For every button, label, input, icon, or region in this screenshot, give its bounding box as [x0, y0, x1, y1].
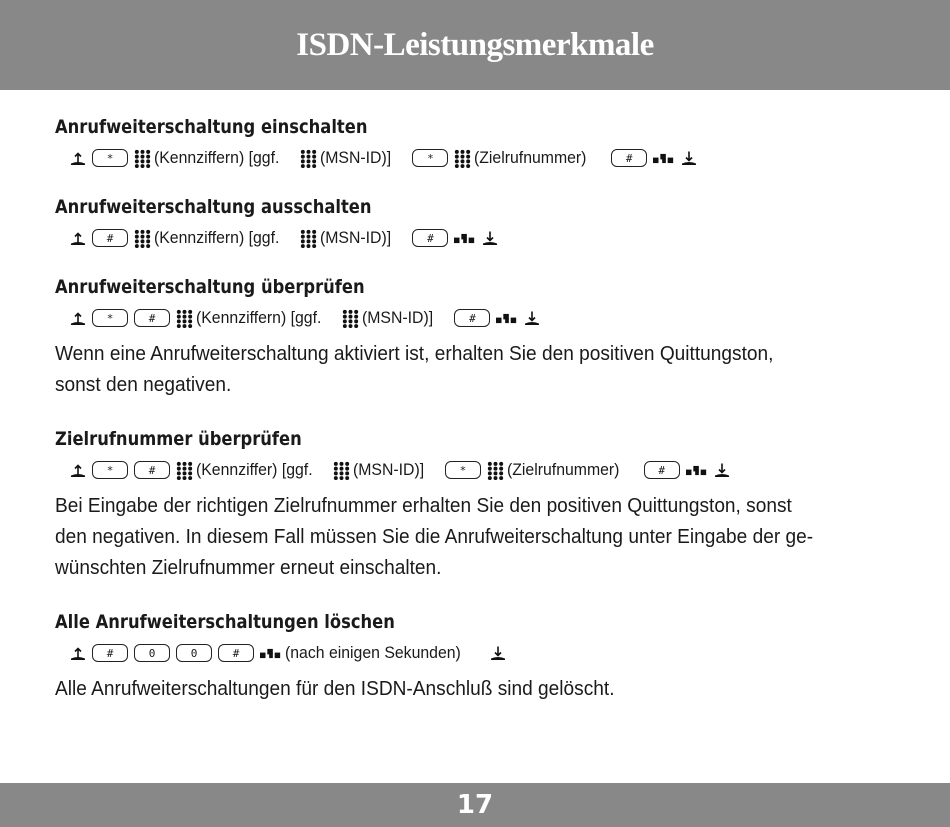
sequence-text: (Kennziffern) [ggf. [154, 148, 280, 167]
handset-lift-icon [70, 645, 86, 661]
paragraph-line: Bei Eingabe der richtigen Zielrufnummer erhalten Sie den positiven Quittungston, sonst [55, 495, 792, 517]
sequence-text: (Kennziffern) [ggf. [154, 228, 280, 247]
sequence-text: (Kennziffern) [ggf. [196, 308, 322, 327]
paragraph [55, 674, 895, 705]
hash-key: # [218, 644, 254, 662]
page-footer [0, 783, 950, 827]
paragraph-line: den negativen. In diesem Fall müssen Sie die Anrufweiterschaltung unter Eingabe der ge- [55, 526, 814, 548]
zero-key: 0 [176, 644, 212, 662]
hash-key: # [611, 149, 647, 167]
star-key: * [92, 461, 128, 479]
key-sequence [67, 301, 895, 335]
key-sequence [67, 221, 895, 255]
confirmation-tone-icon [454, 233, 476, 244]
paragraph-line: sonst den negativen. [55, 374, 232, 396]
sequence-text: (Kennziffer) [ggf. [196, 460, 313, 479]
page-number: 17 [456, 790, 494, 820]
star-key: * [412, 149, 448, 167]
sequence-text: (MSN-ID)] [352, 460, 424, 479]
confirmation-tone-icon [260, 648, 282, 659]
hash-key: # [644, 461, 680, 479]
keypad-icon [342, 309, 359, 328]
star-key: * [445, 461, 481, 479]
handset-hangup-icon [524, 310, 540, 326]
key-sequence [67, 636, 895, 670]
keypad-icon [176, 309, 193, 328]
section-heading: Alle Anrufweiterschaltungen löschen [55, 611, 395, 633]
sequence-text: (MSN-ID)] [320, 148, 392, 167]
handset-hangup-icon [681, 150, 697, 166]
keypad-icon [134, 229, 151, 248]
hash-key: # [134, 461, 170, 479]
keypad-icon [176, 461, 193, 480]
handset-lift-icon [70, 310, 86, 326]
paragraph-line: Alle Anrufweiterschaltungen für den ISDN-Anschluß sind gelöscht. [55, 678, 615, 700]
keypad-icon [333, 461, 350, 480]
key-sequence [67, 141, 895, 175]
star-key: * [92, 149, 128, 167]
hash-key: # [454, 309, 490, 327]
paragraph [55, 491, 895, 584]
section-heading: Anrufweiterschaltung überprüfen [55, 276, 365, 298]
page-title: ISDN-Leistungsmerkmale [296, 26, 654, 63]
section-heading: Anrufweiterschaltung einschalten [55, 116, 368, 138]
sequence-text: (Zielrufnummer) [474, 148, 587, 167]
content [55, 113, 895, 705]
zero-key: 0 [134, 644, 170, 662]
handset-hangup-icon [482, 230, 498, 246]
paragraph-line: Wenn eine Anrufweiterschaltung aktiviert ist, erhalten Sie den positiven Quittungston, [55, 343, 774, 365]
hash-key: # [92, 229, 128, 247]
handset-lift-icon [70, 462, 86, 478]
star-key: * [92, 309, 128, 327]
keypad-icon [134, 149, 151, 168]
keypad-icon [487, 461, 504, 480]
paragraph [55, 339, 895, 401]
section-heading: Zielrufnummer überprüfen [55, 428, 302, 450]
section-heading: Anrufweiterschaltung ausschalten [55, 196, 372, 218]
confirmation-tone-icon [686, 465, 708, 476]
page-header [0, 0, 950, 90]
sequence-text: (nach einigen Sekunden) [285, 643, 461, 662]
key-sequence [67, 453, 895, 487]
confirmation-tone-icon [496, 313, 518, 324]
hash-key: # [134, 309, 170, 327]
handset-lift-icon [70, 150, 86, 166]
handset-hangup-icon [490, 645, 506, 661]
keypad-icon [454, 149, 471, 168]
handset-lift-icon [70, 230, 86, 246]
sequence-text: (Zielrufnummer) [506, 460, 620, 479]
sequence-text: (MSN-ID)] [320, 228, 392, 247]
confirmation-tone-icon [653, 153, 675, 164]
paragraph-line: wünschten Zielrufnummer erneut einschalten. [55, 557, 442, 579]
hash-key: # [412, 229, 448, 247]
keypad-icon [300, 229, 317, 248]
sequence-text: (MSN-ID)] [362, 308, 434, 327]
keypad-icon [300, 149, 317, 168]
hash-key: # [92, 644, 128, 662]
handset-hangup-icon [714, 462, 730, 478]
